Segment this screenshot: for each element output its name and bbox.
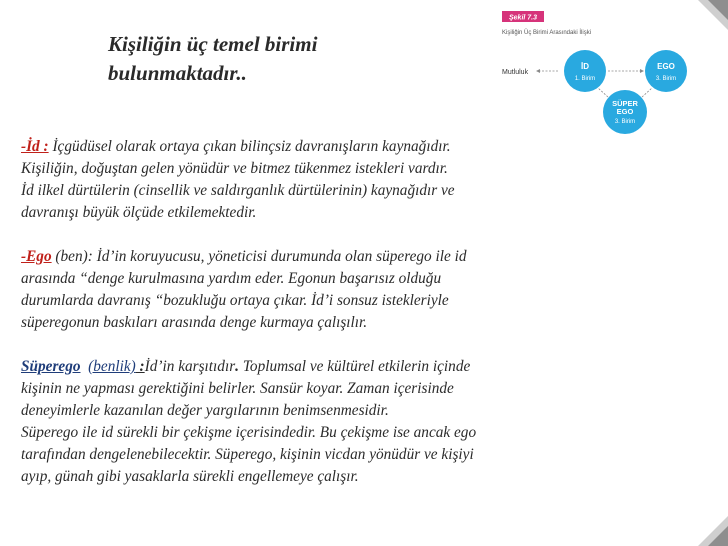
arrow-superego-ego: [642, 88, 652, 97]
ego-name: EGO: [657, 62, 675, 71]
title-line-1: Kişiliğin üç temel birimi: [108, 32, 318, 56]
superego-colon: :: [135, 358, 145, 375]
superego-name-2: EGO: [616, 107, 634, 116]
superego-paren: (benlik): [88, 358, 136, 375]
arrow-superego-id: [598, 88, 608, 97]
ego-line-3: durumlarda davranış “bozukluğu ortaya çıkar. İd’i sonsuz istekleriyle: [21, 292, 449, 309]
id-circle: [564, 50, 606, 92]
arrow-head-ego: [640, 69, 644, 73]
superego-line-4: Süperego ile id sürekli bir çekişme içerisindedir. Bu çekişme ise ancak ego: [21, 424, 477, 441]
figure-caption: Kişiliğin Üç Birimi Arasındaki İlişki: [502, 30, 592, 36]
ego-line-1: [21, 246, 581, 268]
ego-term: -Ego: [21, 248, 52, 265]
personality-units-diagram: [496, 8, 718, 136]
id-line-1: [21, 136, 581, 158]
ego-circle: [645, 50, 687, 92]
id-sub: 1. Birim: [574, 76, 596, 82]
slide-body: [21, 136, 581, 488]
title-line-2: bulunmaktadır..: [108, 61, 247, 85]
superego-name-1: SÜPER: [612, 99, 638, 108]
happiness-label: Mutluluk: [502, 69, 529, 76]
ego-sub: 3. Birim: [655, 76, 677, 82]
superego-line-2: kişinin ne yapması gerektiğini belirler. Sansür koyar. Zaman içerisinde: [21, 380, 454, 397]
id-term: -İd :: [21, 138, 49, 155]
corner-decoration-bottom: [698, 516, 728, 546]
ego-line-2: arasında “denge kurulmasına yardım eder. Egonun başarısız olduğu: [21, 270, 442, 287]
superego-line-3: deneyimlerle kazanılan değer yargılarının benimsenmesidir.: [21, 402, 389, 419]
superego-text-1b: Toplumsal ve kültürel etkilerin içinde: [239, 358, 471, 375]
arrow-head-left: [536, 69, 540, 73]
superego-dot: .: [235, 358, 239, 375]
superego-term: Süperego: [21, 358, 81, 375]
superego-line-6: ayıp, günah gibi yasaklarla sürekli engellemeye çalışır.: [21, 468, 359, 485]
id-line-4: davranışı büyük ölçüde etkilemektedir.: [21, 204, 257, 221]
superego-line-1: [21, 356, 581, 378]
superego-text-1: İd’in karşıtıdır: [144, 358, 236, 375]
superego-line-5: tarafından dengelenebilecektir. Süperego, kişinin vicdan yönüdür ve kişiyi: [21, 446, 474, 463]
id-text-1: İçgüdüsel olarak ortaya çıkan bilinçsiz davranışların kaynağıdır.: [48, 138, 451, 155]
id-line-3: İd ilkel dürtülerin (cinsellik ve saldırganlık dürtülerinin) kaynağıdır ve: [21, 182, 455, 199]
figure-badge-text: Şekil 7.3: [508, 14, 538, 22]
ego-text-1: (ben): İd’in koruyucusu, yöneticisi durumunda olan süperego ile id: [51, 248, 467, 265]
superego-sub: 3. Birim: [614, 119, 636, 125]
id-line-2: Kişiliğin, doğuştan gelen yönüdür ve bitmez tükenmez istekleri vardır.: [21, 160, 448, 177]
slide-title: [108, 30, 317, 88]
id-name: İD: [581, 62, 589, 71]
ego-line-4: süperegonun baskıları arasında denge kurmaya çalışılır.: [21, 314, 368, 331]
